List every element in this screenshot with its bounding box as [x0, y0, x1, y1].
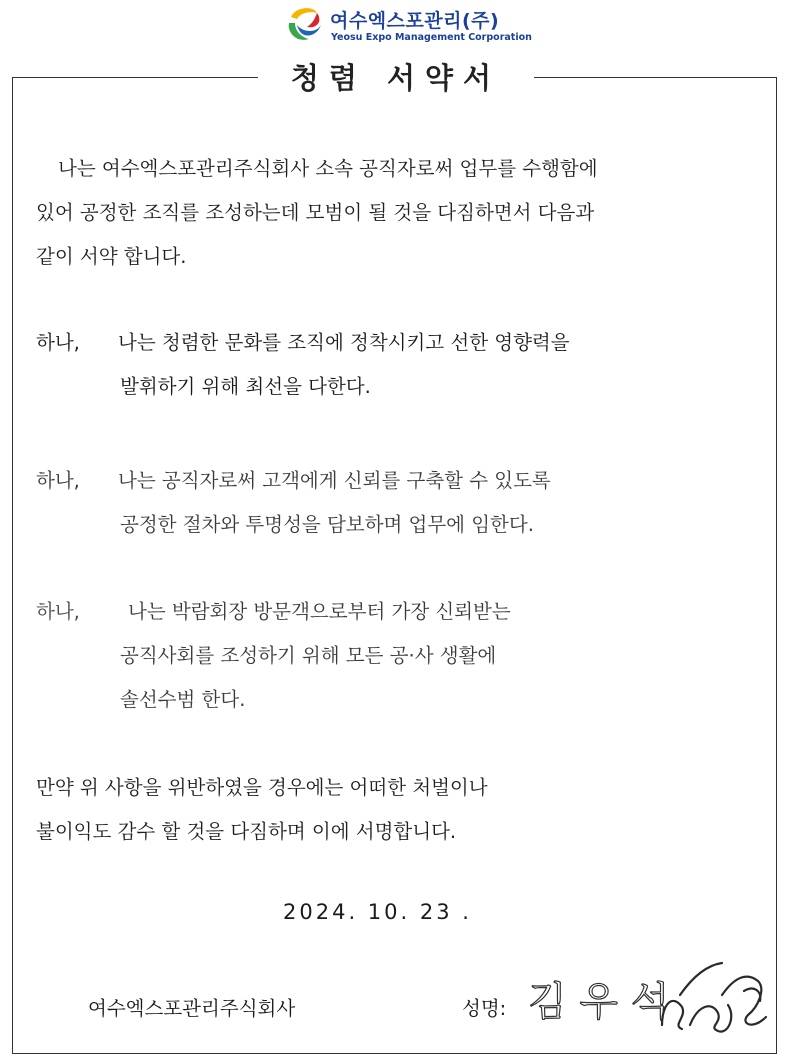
- oath-body: [118, 590, 511, 722]
- oath-line: 나는 공직자로써 고객에게 신뢰를 구축할 수 있도록: [118, 469, 551, 492]
- oath-heading: 하나,: [36, 331, 80, 354]
- signature-scribble-icon: [662, 963, 766, 1032]
- handwritten-signature: [522, 955, 782, 1045]
- oath-line: 나는 박람회장 방문객으로부터 가장 신뢰받는: [128, 600, 511, 623]
- oath-line: 나는 청렴한 문화를 조직에 정착시키고 선한 영향력을: [118, 331, 570, 354]
- closing-line: 불이익도 감수 할 것을 다짐하며 이에 서명합니다.: [36, 820, 457, 843]
- oath-heading: 하나,: [36, 600, 80, 623]
- oath-line: 공직사회를 조성하기 위해 모든 공·사 생활에: [120, 644, 497, 667]
- signing-date: 2024. 10. 23 .: [283, 900, 472, 924]
- intro-line: 있어 공정한 조직를 조성하는데 모범이 될 것을 다짐하면서 다음과: [36, 201, 595, 224]
- document-title: 청렴 서약서: [258, 58, 534, 98]
- oath-heading: 하나,: [36, 469, 80, 492]
- intro-line: 나는 여수엑스포관리주식회사 소속 공직자로써 업무를 수행함에: [58, 157, 598, 180]
- closing-line: 만약 위 사항을 위반하였을 경우에는 어떠한 처벌이나: [36, 776, 488, 799]
- oath-line: 발휘하기 위해 최선을 다한다.: [120, 375, 371, 398]
- oath-line: 솔선수범 한다.: [120, 688, 246, 711]
- intro-line: 같이 서약 합니다.: [36, 245, 187, 268]
- oath-body: [118, 459, 551, 547]
- company-logo-icon: [283, 3, 325, 45]
- company-logo-title: 여수엑스포관리(주): [330, 10, 500, 32]
- closing-paragraph: [36, 766, 488, 854]
- signature-name: 김 우 석: [528, 979, 670, 1025]
- oath-line: 공정한 절차와 투명성을 담보하며 업무에 임한다.: [120, 513, 534, 536]
- oath-body: [118, 321, 570, 409]
- letterhead: [0, 0, 790, 52]
- company-logo-subtitle: Yeosu Expo Management Corporation: [331, 32, 532, 43]
- company-name: 여수엑스포관리주식회사: [88, 997, 296, 1020]
- intro-paragraph: [36, 147, 598, 279]
- signature-label: 성명:: [462, 997, 507, 1020]
